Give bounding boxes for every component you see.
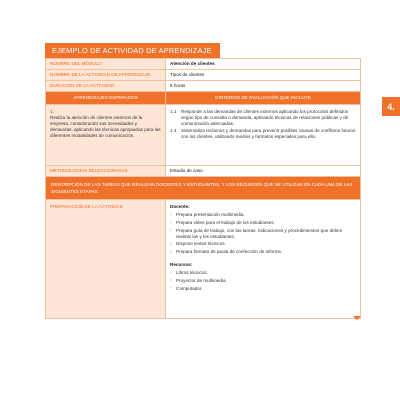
metodologias-value: Estudio de caso [166, 166, 361, 177]
duration-value: 6 horas [166, 81, 361, 92]
duration-label: DURACIÓN DE LA ACTIVIDAD [46, 81, 166, 92]
info-row-duration [46, 81, 361, 92]
list-item: › Prepara presentación multimedia. [170, 212, 356, 218]
continue-arrow-icon [353, 316, 361, 320]
metodologias-label: METODOLOGÍAS SELECCIONADAS [46, 166, 166, 177]
module-label: NOMBRE DEL MÓDULO [46, 59, 166, 70]
docente-list [170, 212, 356, 255]
criterio-item: 1.4 Sistematiza reclamos y demandas para prevenir posibles causas de conflictos futuros con los clientes, utilizando medios y formatos especiales para ello. [170, 128, 356, 139]
criterios-list [170, 109, 356, 140]
description-banner: DESCRIPCIÓN DE LAS TAREAS QUE REALIZAN DOCENTES Y ESTUDIANTES, Y LOS RECURSOS QUE SE UTILIZAN EN CADA UNA DE LAS SIGUIENTES ETAPAS: [46, 177, 361, 200]
docente-label: Docente: [170, 204, 190, 209]
activity-document [45, 40, 361, 319]
list-item: › Prepara video para el trabajo de los estudiantes. [170, 220, 356, 226]
aprendizaje-number: 1. [50, 109, 54, 114]
module-value: Atención de clientes [166, 59, 361, 70]
info-row-module [46, 59, 361, 70]
recursos-label: Recursos: [170, 261, 193, 267]
list-item: › Prepara formato de pauta de confección de informe. [170, 249, 356, 255]
preparacion-label: PREPARACIÓN DE LA ACTIVIDAD [46, 200, 166, 319]
list-item: › Computador. [170, 286, 356, 292]
criterio-item: 1.1 Responde a las demandas de clientes externos aplicando los protocolos definidos según tipo de consulta o demanda, aplicando técnicas de relaciones públicas y de comunicación adecuadas. [170, 109, 349, 126]
metodologias-row [46, 166, 361, 177]
recursos-list [170, 270, 356, 292]
aprendizaje-cell [46, 105, 166, 166]
aprendizaje-text: Realiza la atención de clientes externos de la empresa, considerando sus necesidades y demandas, aplicando las técnicas apropiadas para las diferentes modalidades de comunicación. [50, 115, 161, 138]
activity-label: NOMBRE DE LA ACTIVIDAD DE APRENDIZAJE [46, 70, 166, 81]
criterios-cell [166, 105, 361, 166]
info-row-activity [46, 70, 361, 81]
description-row [46, 177, 361, 200]
document-title: EJEMPLO DE ACTIVIDAD DE APRENDIZAJE [45, 43, 220, 58]
activity-table [45, 58, 361, 319]
list-item: › Proyector de multimedia. [170, 278, 356, 284]
activity-value: Tipos de clientes [166, 70, 361, 81]
section-header-row [46, 92, 361, 105]
preparacion-content [166, 200, 361, 319]
preparacion-row [46, 200, 361, 319]
criterios-header: CRITERIOS DE EVALUACIÓN QUE INCLUYE [166, 92, 361, 105]
aprendizajes-header: APRENDIZAJES ESPERADOS [46, 92, 166, 105]
list-item: › Prepara guía de trabajo, con las tareas, indicaciones y procedimientos que deben realizar las y los estudiantes. [170, 228, 356, 240]
list-item: › Dispone textos técnicos. [170, 241, 356, 247]
list-item: › Libros técnicos. [170, 270, 356, 276]
chapter-tab: 4. [382, 97, 400, 116]
learning-row [46, 105, 361, 166]
